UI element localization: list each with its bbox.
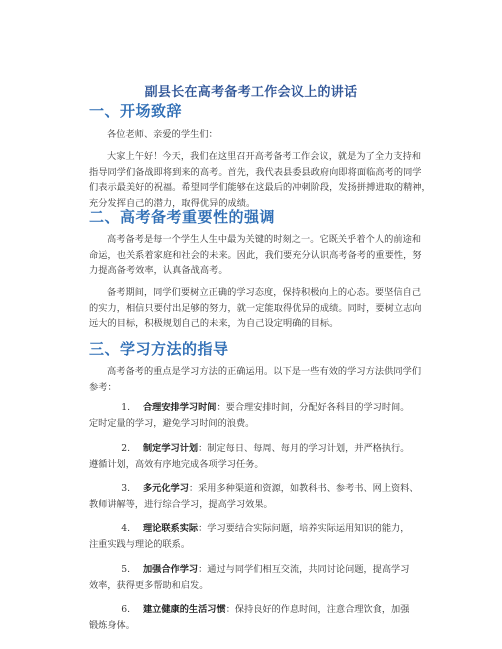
list-item-keyword: 多元化学习 — [143, 483, 189, 494]
text-line: 指导同学们备战即将到来的高考。首先，我代表县委县政府向即将面临高考的同学 — [89, 166, 422, 178]
paragraph-greeting — [89, 127, 417, 143]
list-item — [89, 602, 419, 633]
list-item-number: 1. — [121, 402, 130, 413]
list-item-keyword: 理论联系实际 — [143, 523, 199, 534]
text-line: 高考备考的重点是学习方法的正确运用。以下是一些有效的学习方法供同学们 — [107, 366, 422, 377]
list-item-number: 2. — [121, 443, 130, 454]
list-item-number: 4. — [121, 523, 130, 534]
list-item — [89, 521, 419, 552]
list-item-continuation: 教师讲解等，进行综合学习，提高学习效果。 — [89, 498, 273, 510]
list-item-continuation: 锻炼身体。 — [89, 619, 135, 631]
list-item-keyword: 加强合作学习 — [143, 564, 199, 575]
text-line: 远大的目标，积极规划自己的未来，为自己设定明确的目标。 — [89, 318, 339, 329]
list-item-continuation: 定时定量的学习，避免学习时间的浪费。 — [89, 417, 255, 429]
list-item-text: ：学习要结合实际问题，培养实际运用知识的能力， — [198, 523, 410, 534]
list-item — [89, 441, 419, 472]
paragraph-opening — [89, 149, 431, 211]
list-item-text: ：要合理安排时间，分配好各科目的学习时间。 — [216, 402, 410, 413]
text-line: 大家上午好！今天，我们在这里召开高考备考工作会议，就是为了全力支持和 — [107, 151, 422, 162]
paragraph-methods-intro — [89, 364, 422, 395]
paragraph-importance — [89, 232, 422, 279]
list-item — [89, 481, 419, 512]
section-heading-methods: 三、学习方法的指导 — [89, 340, 229, 358]
section-heading-opening: 一、开场致辞 — [89, 102, 183, 120]
list-item-text: ：保持良好的作息时间，注意合理饮食，加强 — [225, 604, 410, 615]
text-line: 充分发挥自己的潜力，取得优异的成绩。 — [89, 197, 256, 209]
text-line: 高考备考是每一个学生人生中最为关键的时刻之一。它既关乎着个人的前途和 — [107, 234, 422, 245]
list-item-continuation: 注重实践与理论的联系。 — [89, 538, 191, 550]
text-line: 参考： — [89, 381, 117, 393]
text-line: 命运，也关系着家庭和社会的未来。因此，我们要充分认识高考备考的重要性，努 — [89, 249, 422, 261]
list-item-keyword: 制定学习计划 — [143, 443, 199, 454]
list-item-text: ：通过与同学们相互交流，共同讨论问题，提高学习 — [198, 564, 410, 575]
text-line: 力提高备考效率，认真备战高考。 — [89, 265, 228, 276]
list-item-number: 3. — [121, 483, 130, 494]
list-item-continuation: 遵循计划，高效有序地完成各项学习任务。 — [89, 458, 264, 470]
list-item-number: 5. — [121, 564, 130, 575]
list-item-text: ：制定每日、每周、每月的学习计划，并严格执行。 — [198, 443, 410, 454]
section-heading-importance: 二、高考备考重要性的强调 — [89, 208, 276, 226]
paragraph-attitude — [89, 285, 422, 332]
list-item — [89, 400, 419, 431]
text-line: 各位老师、亲爱的学生们： — [107, 129, 218, 140]
list-item — [89, 562, 419, 593]
list-item-keyword: 合理安排学习时间 — [143, 402, 217, 413]
list-item-keyword: 建立健康的生活习惯 — [143, 604, 226, 615]
text-line: 们表示最美好的祝福。希望同学们能够在这最后的冲刺阶段，发扬拼搏进取的精神， — [89, 182, 431, 193]
text-line: 的实力，相信只要付出足够的努力，就一定能取得优异的成绩。同时，要树立志向 — [89, 302, 422, 314]
list-item-text: ：采用多种渠道和资源，如教科书、参考书、网上资料、 — [188, 483, 419, 494]
list-item-number: 6. — [121, 604, 130, 615]
text-line: 备考期间，同学们要树立正确的学习态度，保持积极向上的心态。要坚信自己 — [107, 287, 422, 298]
list-item-continuation: 效率，获得更多帮助和启发。 — [89, 579, 209, 591]
document-title: 副县长在高考备考工作会议上的讲话 — [144, 85, 358, 100]
